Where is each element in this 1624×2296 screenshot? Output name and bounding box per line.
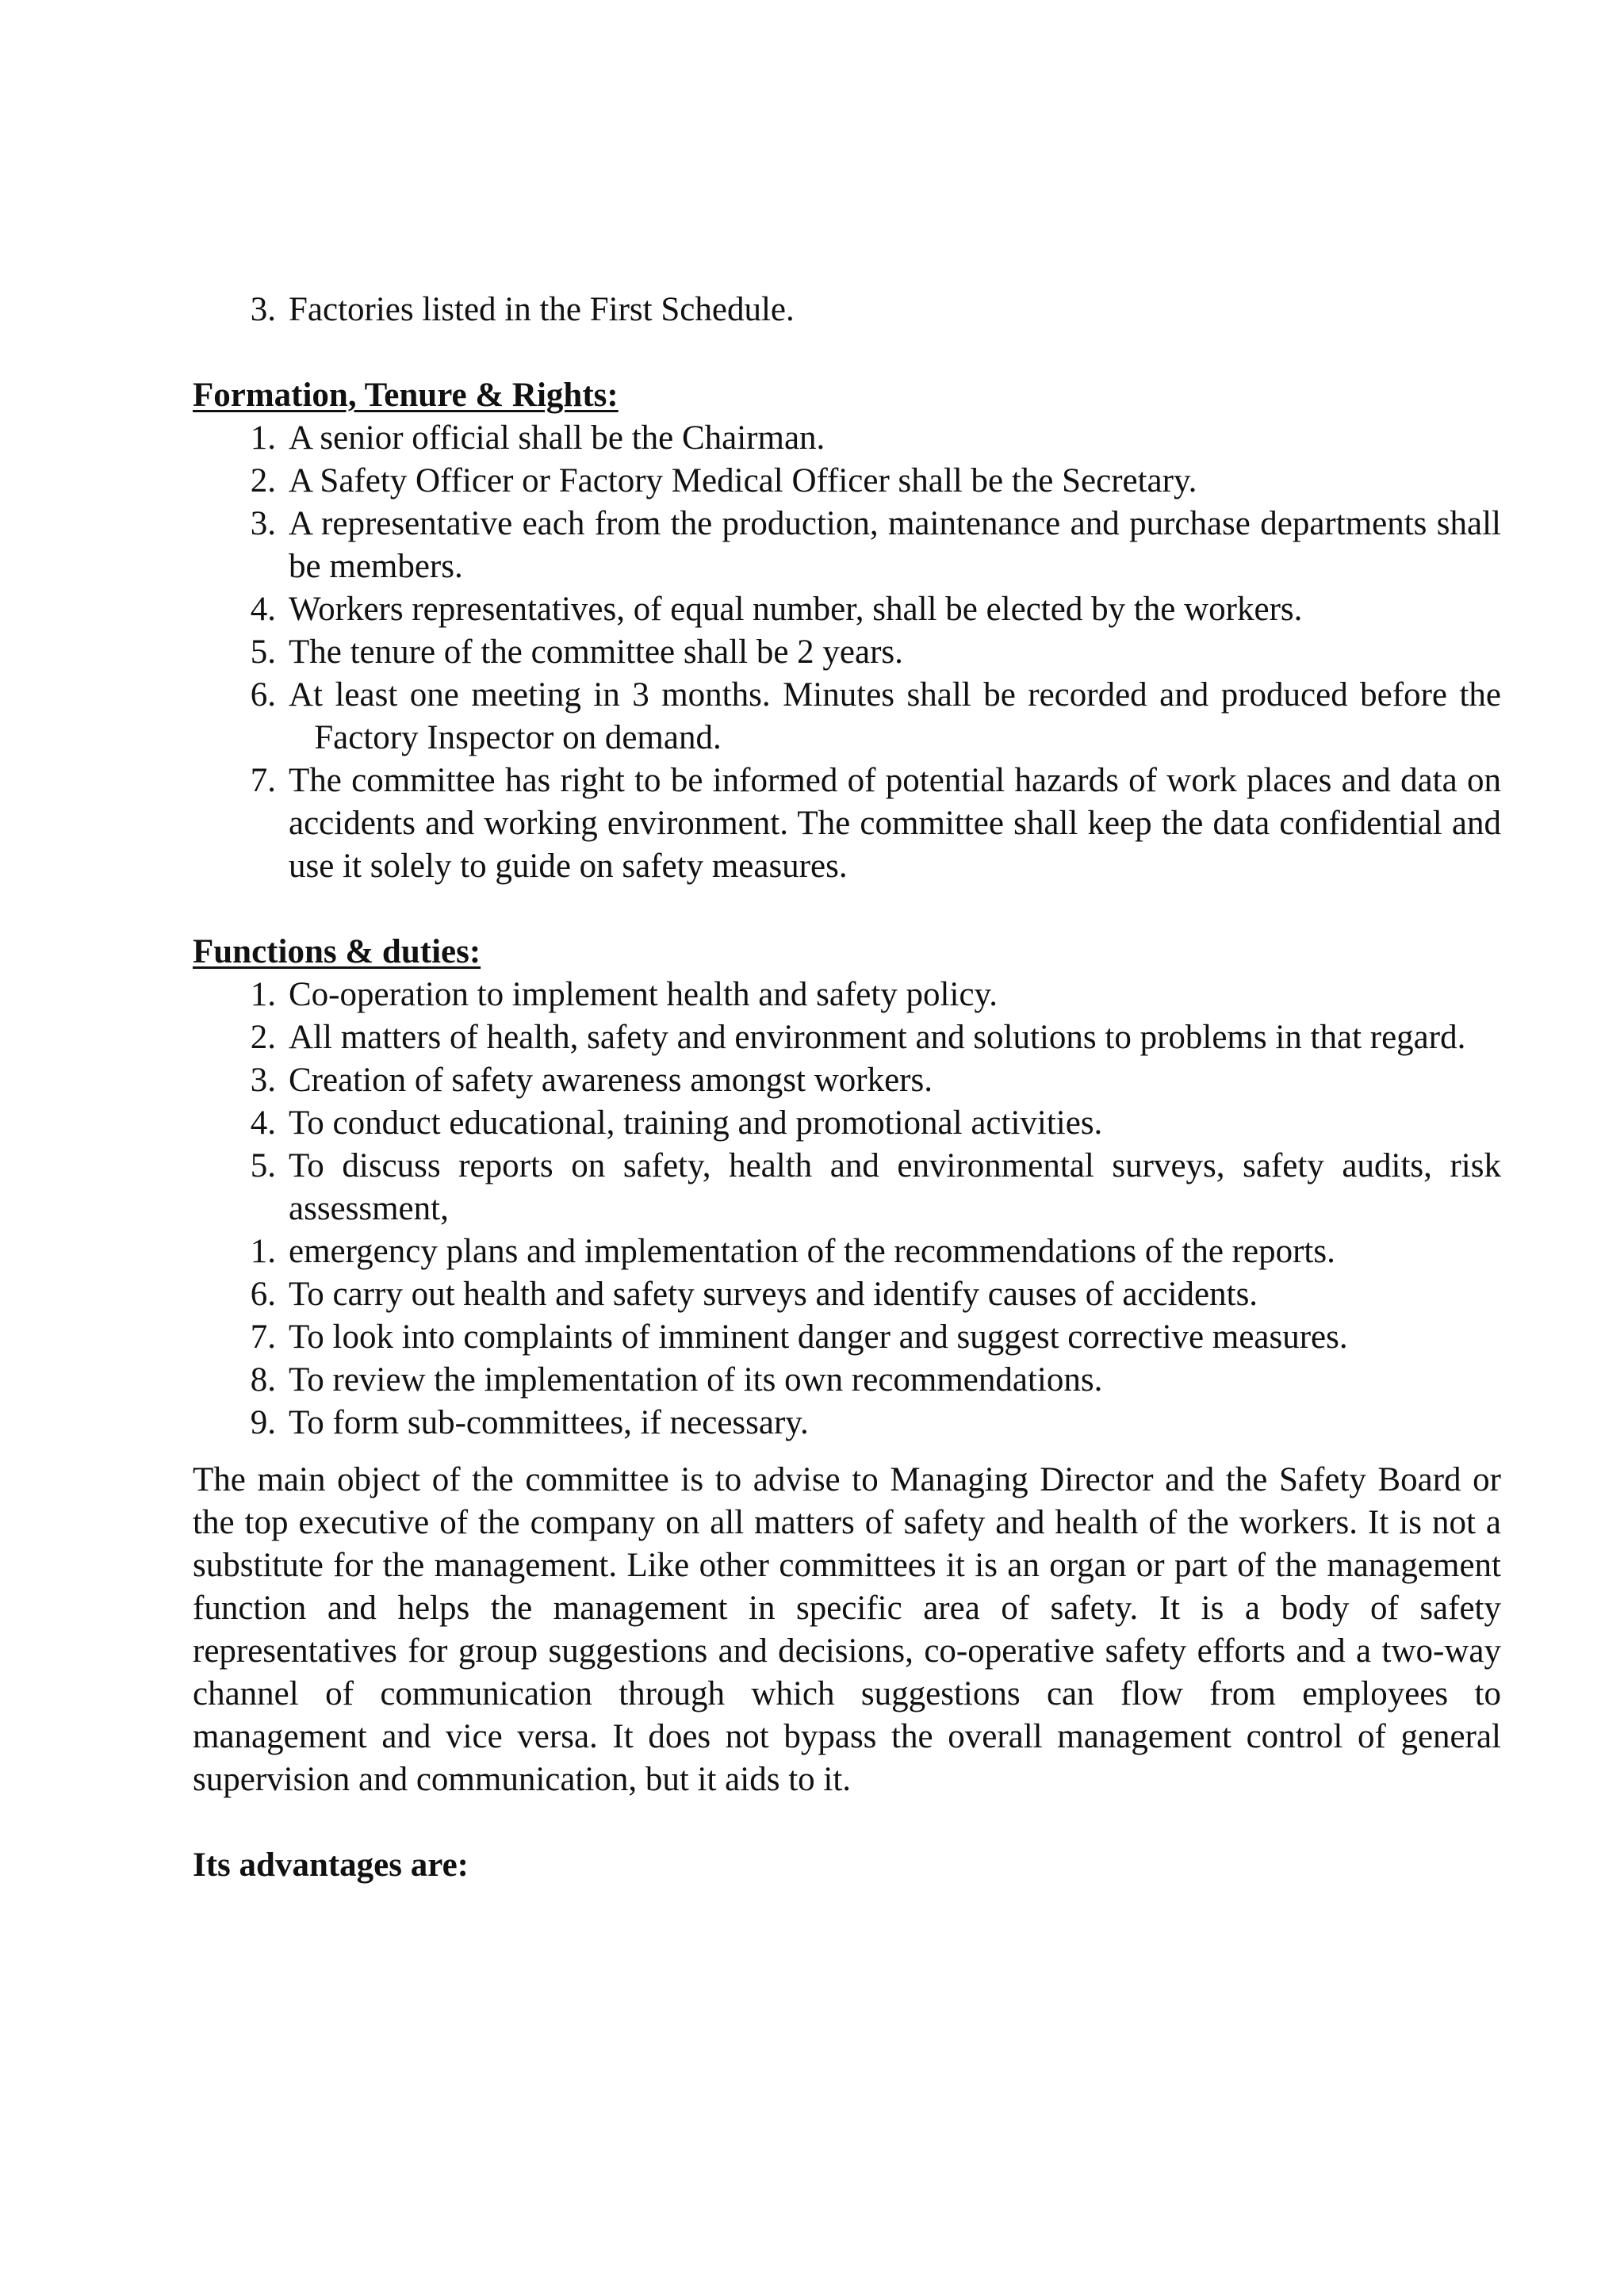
- intro-list: [193, 289, 1501, 331]
- list-item-number: 2.: [250, 1019, 276, 1056]
- list-item-number: 1.: [250, 976, 276, 1013]
- list-item-text: To discuss reports on safety, health and environmental surveys, safety audits, risk assessment,: [289, 1147, 1501, 1227]
- list-item: [193, 631, 1501, 674]
- document-page: [193, 289, 1501, 1887]
- list-item: [193, 1059, 1501, 1102]
- list-item-text: Co-operation to implement health and safety policy.: [289, 976, 998, 1013]
- list-item-number: 4.: [250, 591, 276, 628]
- list-item: [193, 1359, 1501, 1402]
- list-item-text: Workers representatives, of equal number, shall be elected by the workers.: [289, 591, 1303, 628]
- list-item: [193, 417, 1501, 460]
- list-item-number: 1.: [250, 1233, 276, 1270]
- list-item: [193, 1016, 1501, 1059]
- list-item: [193, 1145, 1501, 1230]
- list-item: [193, 1316, 1501, 1359]
- list-item-text: To form sub-committees, if necessary.: [289, 1404, 809, 1441]
- list-item-number: 6.: [250, 676, 276, 714]
- list-item-number: 3.: [250, 1062, 276, 1099]
- list-item-number: 3.: [250, 291, 276, 328]
- list-item-number: 4.: [250, 1104, 276, 1142]
- list-item-text: To carry out health and safety surveys and identify causes of accidents.: [289, 1276, 1258, 1313]
- list-item-text: The tenure of the committee shall be 2 years.: [289, 633, 903, 671]
- list-item-number: 6.: [250, 1276, 276, 1313]
- list-item-text: To look into complaints of imminent danger and suggest corrective measures.: [289, 1318, 1348, 1356]
- list-item-number: 3.: [250, 505, 276, 542]
- list-item-number: 7.: [250, 762, 276, 799]
- list-item-number: 5.: [250, 1147, 276, 1184]
- list-item-number: 1.: [250, 419, 276, 457]
- formation-list: [193, 417, 1501, 888]
- list-item-number: 7.: [250, 1318, 276, 1356]
- list-item: [193, 974, 1501, 1016]
- advantages-heading: Its advantages are:: [193, 1846, 469, 1884]
- section-heading-formation: Formation, Tenure & Rights:: [193, 377, 619, 414]
- list-item: [193, 674, 1501, 760]
- list-item: [193, 289, 1501, 331]
- list-item: [193, 1102, 1501, 1145]
- list-item-text: At least one meeting in 3 months. Minutes shall be recorded and produced before the Factory Inspector on demand.: [289, 676, 1501, 756]
- functions-list: [193, 974, 1501, 1445]
- list-item: [193, 1230, 1501, 1273]
- list-item: [193, 588, 1501, 631]
- list-item-number: 5.: [250, 633, 276, 671]
- list-item-text: A Safety Officer or Factory Medical Officer shall be the Secretary.: [289, 462, 1197, 499]
- list-item-text: To review the implementation of its own recommendations.: [289, 1361, 1103, 1399]
- list-item-number: 2.: [250, 462, 276, 499]
- list-item-text: Creation of safety awareness amongst workers.: [289, 1062, 933, 1099]
- list-item-text: A senior official shall be the Chairman.: [289, 419, 825, 457]
- list-item-text: Factories listed in the First Schedule.: [289, 291, 795, 328]
- list-item-text: emergency plans and implementation of the recommendations of the reports.: [289, 1233, 1335, 1270]
- section-heading-functions: Functions & duties:: [193, 933, 481, 970]
- list-item: [193, 460, 1501, 503]
- list-item: [193, 760, 1501, 888]
- list-item: [193, 1402, 1501, 1445]
- list-item: [193, 1273, 1501, 1316]
- main-paragraph: The main object of the committee is to advise to Managing Director and the Safety Board or the top executive of the company on all matters of safety and health of the workers. It is not a substitute for the management. Like other committees it is an organ or part of the management function and helps the management in specific area of safety. It is a body of safety representatives for group suggestions and decisions, co-operative safety efforts and a two-way channel of communication through which suggestions can flow from employees to management and vice versa. It does not bypass the overall management control of general supervision and communication, but it aids to it.: [193, 1461, 1501, 1798]
- list-item-number: 9.: [250, 1404, 276, 1441]
- list-item: [193, 503, 1501, 588]
- list-item-text: A representative each from the production, maintenance and purchase departments shall be members.: [289, 505, 1501, 585]
- list-item-text: The committee has right to be informed of potential hazards of work places and data on accidents and working environment. The committee shall keep the data confidential and use it solely to guide on safety measures.: [289, 762, 1501, 885]
- list-item-text: All matters of health, safety and environment and solutions to problems in that regard.: [289, 1019, 1466, 1056]
- list-item-number: 8.: [250, 1361, 276, 1399]
- list-item-text: To conduct educational, training and promotional activities.: [289, 1104, 1103, 1142]
